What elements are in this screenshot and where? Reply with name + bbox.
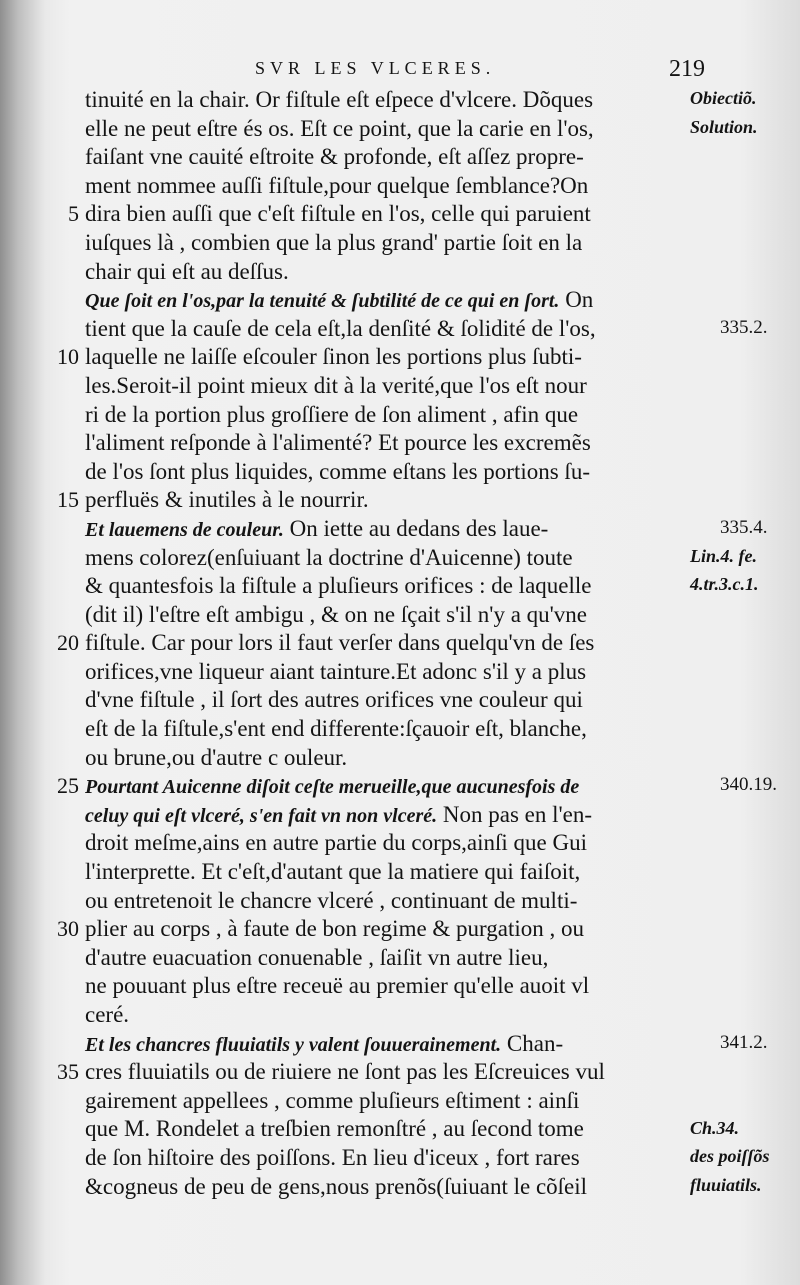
- line-text: ou entretenoit le chancre vlceré , continuant de multi-: [85, 887, 578, 913]
- line-text: dira bien auſſi que c'eſt fiſtule en l'os, celle qui paruient: [85, 201, 591, 227]
- text-line: [57, 1058, 685, 1087]
- text-line: [85, 744, 685, 773]
- text-line: [85, 1173, 685, 1202]
- line-number: 25: [57, 773, 79, 799]
- margin-reference: 340.19.: [720, 774, 777, 796]
- text-line: [85, 715, 685, 744]
- line-text: laquelle ne laiſſe eſcouler ſinon les portions plus ſubti-: [85, 344, 582, 370]
- margin-note: Ch.34.: [690, 1117, 740, 1138]
- line-number: 10: [57, 344, 79, 370]
- line-text: l'interprette. Et c'eſt,d'autant que la matiere qui faiſoit,: [85, 859, 581, 885]
- line-text: mens colorez(enſuiuant la doctrine d'Auicenne) toute: [85, 544, 573, 570]
- text-line: [85, 143, 685, 172]
- lemma-text: Pourtant Auicenne diſoit ceſte merueille,que aucunesfois de: [85, 776, 580, 799]
- text-line: [85, 944, 685, 973]
- text-line: [68, 200, 685, 229]
- margin-note: des poiſſõs: [690, 1146, 770, 1167]
- page-number: 219: [669, 56, 705, 82]
- text-line: [85, 1001, 685, 1030]
- text-line: [85, 286, 685, 315]
- margin-note: fluuiatils.: [690, 1174, 762, 1195]
- line-text: orifices,vne liqueur aiant tainture.Et adonc s'il y a plus: [85, 658, 587, 684]
- body-text: [57, 86, 685, 1201]
- margin-note: Solution.: [690, 116, 758, 137]
- text-line: [85, 658, 685, 687]
- text-line: [57, 772, 685, 801]
- line-text: de l'os ſont plus liquides, comme eſtans les portions ſu-: [85, 458, 590, 484]
- line-text: droit meſme,ains en autre partie du corps,ainſi que Gui: [85, 830, 588, 856]
- line-number: 15: [57, 487, 79, 513]
- line-text: perfluës & inutiles à le nourrir.: [85, 487, 369, 513]
- text-line: [57, 915, 685, 944]
- text-line: [85, 686, 685, 715]
- text-line: [85, 1115, 685, 1144]
- line-text: &cogneus de peu de gens,nous prenõs(ſuiuant le cõſeil: [85, 1173, 588, 1199]
- text-line: [85, 86, 685, 115]
- line-text: les.Seroit-il point mieux dit à la verité,que l'os eſt nour: [85, 372, 587, 398]
- text-line: [57, 486, 685, 515]
- line-text: ment nommee auſſi fiſtule,pour quelque ſemblance?On: [85, 172, 589, 198]
- line-text: gairement appellees , comme pluſieurs eſtiment : ainſi: [85, 1087, 580, 1113]
- text-line: [85, 801, 685, 830]
- margin-note: Obiectiõ.: [690, 88, 757, 108]
- running-head: SVR LES VLCERES.: [255, 58, 496, 78]
- margin-note: Lin.4. fe.: [690, 545, 757, 566]
- line-text: plier au corps , à faute de bon regime & purgation , ou: [85, 916, 585, 942]
- text-line: [85, 887, 685, 916]
- margin-reference: 335.4.: [720, 517, 768, 538]
- text-line: [85, 1144, 685, 1173]
- text-line: [85, 115, 685, 144]
- line-text: Chan-: [501, 1030, 564, 1056]
- line-text: d'autre euacuation conuenable , ſaiſit vn autre lieu,: [85, 944, 549, 970]
- line-text: l'aliment reſponde à l'alimenté? Et pource les excremẽs: [85, 430, 591, 456]
- lemma-text: Et les chancres fluuiatils y valent ſouuerainement.: [85, 1033, 502, 1056]
- text-line: [85, 601, 685, 630]
- line-text: ne pouuant plus eſtre receuë au premier qu'elle auoit vl: [85, 973, 590, 999]
- line-text: tinuité en la chair. Or fiſtule eſt eſpece d'vlcere. Dõques: [85, 87, 594, 112]
- text-line: [85, 229, 685, 258]
- lemma-text: Et lauemens de couleur.: [85, 518, 284, 541]
- text-line: [85, 429, 685, 458]
- text-line: [57, 343, 685, 372]
- text-line: [85, 372, 685, 401]
- line-text: iuſques là , combien que la plus grand' partie ſoit en la: [85, 229, 583, 255]
- line-number: 20: [57, 630, 79, 656]
- line-text: que M. Rondelet a treſbien remonſtré , au ſecond tome: [85, 1116, 584, 1142]
- line-text: chair qui eſt au deſſus.: [85, 258, 289, 284]
- line-number: 5: [68, 201, 79, 227]
- text-line: [85, 544, 685, 573]
- line-text: cres fluuiatils ou de riuiere ne ſont pas les Eſcreuices vul: [85, 1059, 605, 1085]
- line-text: On iette au dedans des laue-: [283, 515, 549, 541]
- line-text: ri de la portion plus groſſiere de ſon aliment , afin que: [85, 401, 579, 427]
- line-number: 30: [57, 916, 79, 942]
- line-text: & quantesfois la fiſtule a pluſieurs orifices : de laquelle: [85, 573, 592, 599]
- text-line: [85, 401, 685, 430]
- line-text: On: [559, 287, 594, 313]
- line-text: tient que la cauſe de cela eſt,la denſité & ſolidité de l'os,: [85, 315, 596, 341]
- margin-note: 4.tr.3.c.1.: [690, 574, 759, 595]
- line-text: de ſon hiſtoire des poiſſons. En lieu d'iceux , fort rares: [85, 1144, 580, 1170]
- line-text: fiſtule. Car pour lors il faut verſer dans quelqu'vn de ſes: [85, 630, 595, 656]
- text-line: [85, 572, 685, 601]
- margin-reference: 335.2.: [720, 316, 768, 338]
- text-line: [85, 972, 685, 1001]
- text-line: [85, 515, 685, 544]
- text-line: [85, 858, 685, 887]
- text-line: [57, 629, 685, 658]
- text-line: [85, 829, 685, 858]
- text-line: [85, 315, 685, 344]
- line-text: ceré.: [85, 1002, 130, 1027]
- text-line: [85, 1030, 685, 1059]
- margin-reference: 341.2.: [720, 1031, 768, 1053]
- line-text: ou brune,ou d'autre c ouleur.: [85, 744, 348, 770]
- line-text: elle ne peut eſtre és os. Eſt ce point, que la carie en l'os,: [85, 115, 594, 141]
- line-number: 35: [57, 1059, 79, 1085]
- line-text: eſt de la fiſtule,s'ent end differente:ſçauoir eſt, blanche,: [85, 716, 587, 742]
- text-line: [85, 172, 685, 201]
- lemma-text: celuy qui eſt vlceré, s'en fait vn non vlceré.: [85, 804, 438, 827]
- page-header: [255, 56, 705, 88]
- text-line: [85, 458, 685, 487]
- text-line: [85, 258, 685, 287]
- text-line: [85, 1087, 685, 1116]
- lemma-text: Que ſoit en l'os,par la tenuité & ſubtilité de ce qui en ſort.: [85, 290, 560, 313]
- line-text: d'vne fiſtule , il ſort des autres orifices vne couleur qui: [85, 687, 583, 713]
- line-text: Non pas en l'en-: [437, 801, 593, 827]
- line-text: faiſant vne cauité eſtroite & profonde, eſt aſſez propre-: [85, 144, 584, 170]
- line-text: (dit il) l'eſtre eſt ambigu , & on ne ſçait s'il n'y a qu'vne: [85, 601, 588, 627]
